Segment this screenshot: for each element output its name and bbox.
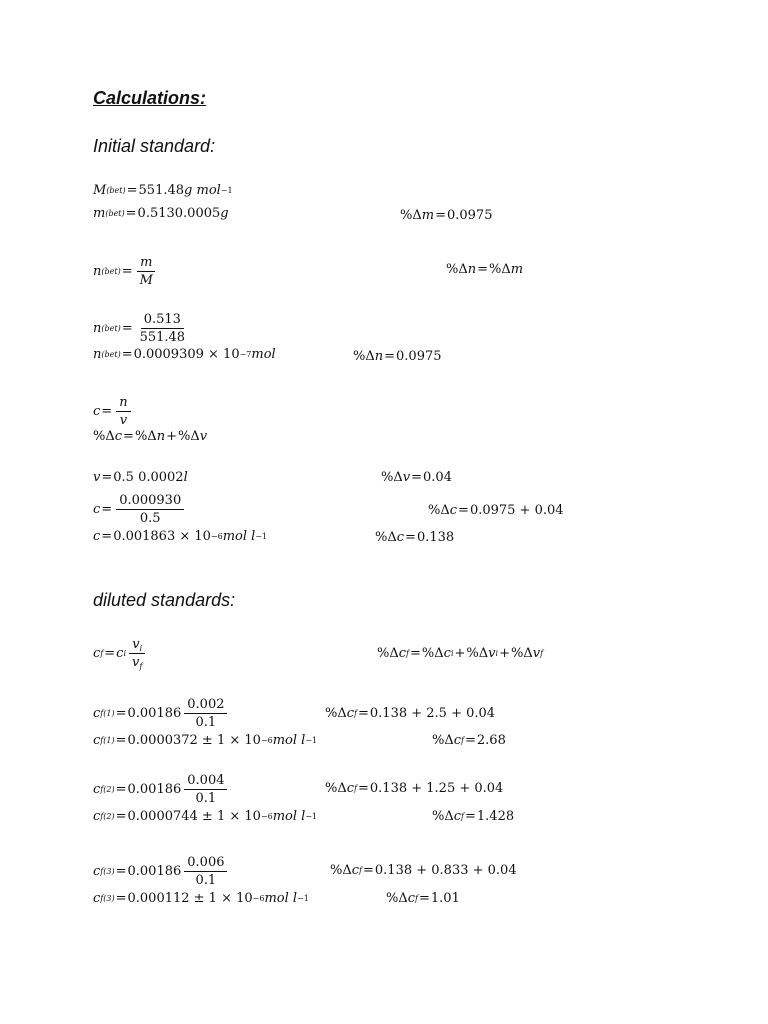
diluted-2-uncertainty-value: 1.428 xyxy=(476,809,515,824)
dilution-formula-numerator: $v_i$ xyxy=(129,638,145,654)
diluted-1-uncertainty-sum: %Δ c f = 0.138 + 2.5 + 0.04 xyxy=(325,706,496,721)
moles-sub-denominator: 551.48 xyxy=(139,330,186,345)
diluted-1-coefficient: 0.00186 xyxy=(127,706,182,721)
moles-uncertainty: %Δ n = 0.0975 xyxy=(353,349,442,364)
moles-sub-numerator: 0.513 xyxy=(141,313,184,329)
diluted-1-uncertainty: %Δ c f = 2.68 xyxy=(432,733,506,748)
concentration-result: c = 0.001863 × 10 −6 mol l −1 xyxy=(93,529,268,544)
diluted-3-numerator: 0.006 xyxy=(184,856,227,872)
volume-unit: l xyxy=(183,470,188,485)
moles-result-unit: mol xyxy=(251,347,276,362)
diluted-3-denominator: 0.1 xyxy=(195,873,217,888)
conc-formula-numerator: n xyxy=(116,396,130,412)
mass-equation: m (bet) = 0.5130.0005 g xyxy=(93,206,229,221)
diluted-1-result-value: 0.0000372 ± 1 × 10 xyxy=(127,733,261,748)
volume-equation: v = 0.5 0.0002 l xyxy=(93,470,188,485)
diluted-3-result: c f (3) = 0.000112 ± 1 × 10 −6 mol l −1 xyxy=(93,891,309,906)
diluted-2-uncertainty: %Δ c f = 1.428 xyxy=(432,809,515,824)
diluted-2-result-value: 0.0000744 ± 1 × 10 xyxy=(127,809,261,824)
concentration-formula: c = $\frac{n}{v}$ xyxy=(93,396,134,427)
diluted-2-result: c f (2) = 0.0000744 ± 1 × 10 −6 mol l −1 xyxy=(93,809,318,824)
diluted-3-unit: mol l xyxy=(264,891,298,906)
moles-formula: n (bet) = $\frac{m}{M}$ xyxy=(93,256,159,287)
diluted-1-numerator: 0.002 xyxy=(184,698,227,714)
mass-uncertainty-value: 0.0975 xyxy=(446,208,493,223)
diluted-1-unit: mol l xyxy=(272,733,306,748)
calculations-heading: Calculations: xyxy=(93,88,207,108)
diluted-3-coefficient: 0.00186 xyxy=(127,864,182,879)
mass-unit: g xyxy=(220,206,229,221)
dilution-uncertainty-formula: %Δ c f = %Δ c i + %Δ v i + %Δ v f xyxy=(377,646,544,661)
diluted-1-uncertainty-sum-value: 0.138 + 2.5 + 0.04 xyxy=(369,706,496,721)
diluted-1-denominator: 0.1 xyxy=(195,715,217,730)
dilution-formula-denominator: $v_f$ xyxy=(132,655,143,671)
concentration-uncertainty-formula: %Δ c = %Δ n + %Δ v xyxy=(93,429,208,444)
diluted-standards-heading: diluted standards: xyxy=(93,590,236,610)
diluted-3-substitution: c f (3) = 0.00186 $\frac{0.006}{0.1}$ xyxy=(93,856,230,887)
mass-value: 0.5130.0005 xyxy=(137,206,221,221)
volume-value: 0.5 0.0002 xyxy=(113,470,184,485)
volume-uncertainty-value: 0.04 xyxy=(423,470,452,485)
diluted-3-uncertainty-sum-value: 0.138 + 0.833 + 0.04 xyxy=(374,863,517,878)
diluted-1-result: c f (1) = 0.0000372 ± 1 × 10 −6 mol l −1 xyxy=(93,733,318,748)
diluted-1-substitution: c f (1) = 0.00186 $\frac{0.002}{0.1}$ xyxy=(93,698,230,729)
diluted-2-denominator: 0.1 xyxy=(195,791,217,806)
conc-formula-denominator: v xyxy=(119,413,128,428)
volume-uncertainty: %Δ v = 0.04 xyxy=(381,470,452,485)
molar-mass-value: 551.48 xyxy=(138,183,185,198)
moles-uncertainty-value: 0.0975 xyxy=(396,349,442,364)
initial-standard-heading: Initial standard: xyxy=(93,136,216,156)
diluted-2-coefficient: 0.00186 xyxy=(127,782,182,797)
moles-formula-denominator: M xyxy=(139,273,153,288)
diluted-2-uncertainty-sum: %Δ c f = 0.138 + 1.25 + 0.04 xyxy=(325,781,504,796)
molar-mass-unit: g mol xyxy=(184,183,221,198)
moles-uncertainty-formula: %Δ n = %Δ m xyxy=(446,262,524,277)
diluted-3-uncertainty-sum: %Δ c f = 0.138 + 0.833 + 0.04 xyxy=(330,863,517,878)
dilution-formula: c f = c i $\frac{v_i}{v_f}$ xyxy=(93,638,148,669)
concentration-uncertainty: %Δ c = 0.138 xyxy=(375,530,455,545)
diluted-2-uncertainty-sum-value: 0.138 + 1.25 + 0.04 xyxy=(369,781,504,796)
mass-uncertainty: %Δ m = 0.0975 xyxy=(400,208,493,223)
concentration-result-unit: mol l xyxy=(222,529,256,544)
conc-sub-numerator: 0.000930 xyxy=(116,494,184,510)
diluted-1-uncertainty-value: 2.68 xyxy=(476,733,506,748)
moles-result-value: 0.0009309 × 10 xyxy=(133,347,240,362)
concentration-uncertainty-sum-value: 0.0975 + 0.04 xyxy=(469,503,564,518)
moles-substitution: n (bet) = $\frac{0.513}{551.48}$ xyxy=(93,313,191,344)
diluted-3-result-value: 0.000112 ± 1 × 10 xyxy=(127,891,253,906)
diluted-3-uncertainty-value: 1.01 xyxy=(430,891,460,906)
conc-sub-denominator: 0.5 xyxy=(139,511,161,526)
moles-formula-numerator: m xyxy=(137,256,155,272)
diluted-2-unit: mol l xyxy=(272,809,306,824)
diluted-3-uncertainty: %Δ c f = 1.01 xyxy=(386,891,460,906)
concentration-uncertainty-value: 0.138 xyxy=(416,530,455,545)
concentration-uncertainty-sum: %Δ c = 0.0975 + 0.04 xyxy=(428,503,564,518)
concentration-result-value: 0.001863 × 10 xyxy=(113,529,211,544)
concentration-substitution: c = $\frac{0.000930}{0.5}$ xyxy=(93,494,187,525)
diluted-2-substitution: c f (2) = 0.00186 $\frac{0.004}{0.1}$ xyxy=(93,774,230,805)
molar-mass-equation: M (bet) = 551.48 g mol −1 xyxy=(93,183,233,198)
moles-result: n (bet) = 0.0009309 × 10 −7 mol xyxy=(93,347,276,362)
diluted-2-numerator: 0.004 xyxy=(184,774,227,790)
